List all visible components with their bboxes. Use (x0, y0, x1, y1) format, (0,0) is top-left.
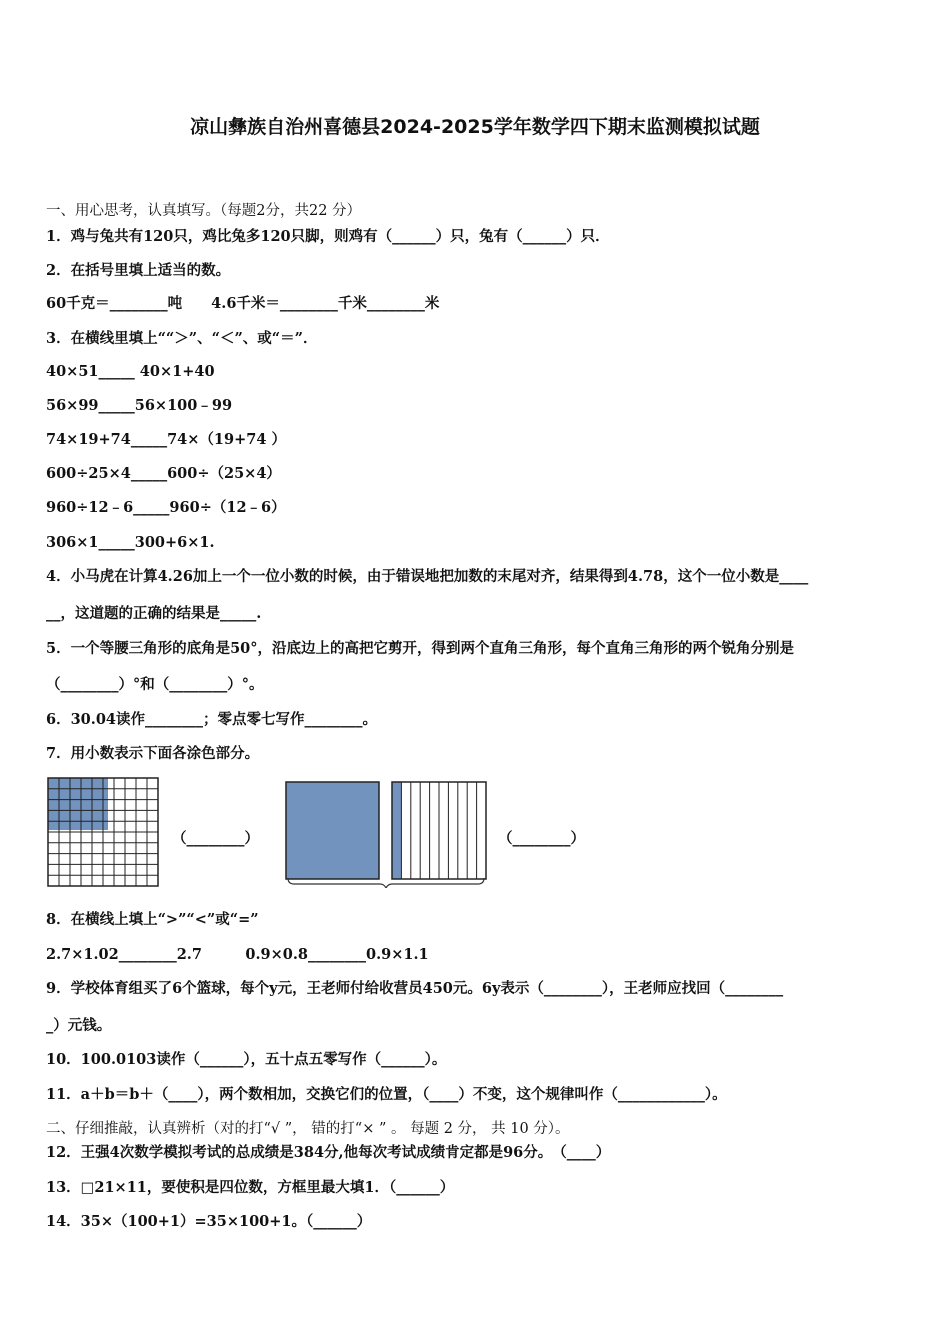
question-12: 12．王强4次数学模拟考试的总成绩是384分,他每次考试成绩肯定都是96分。 （____） (46, 1144, 611, 1161)
question-8: 8．在横线上填上“>”“<”或“=” (46, 911, 259, 928)
question-3-item: 40×51_____ 40×1+40 (46, 363, 215, 380)
strip-shaded-portion (392, 782, 401, 879)
grid-shaded-region (48, 778, 108, 830)
question-1: 1．鸡与兔共有120只，鸡比兔多120只脚，则鸡有（______）只，兔有（______）只． (46, 228, 610, 245)
section-2-heading: 二、仔细推敲，认真辨析（对的打“√ ”， 错的打“× ” 。 每题 2 分， 共 10 分）。 (46, 1121, 570, 1137)
question-2: 2．在括号里填上适当的数。 (46, 262, 231, 279)
question-11: 11．a＋b＝b＋（____），两个数相加，交换它们的位置，（____）不变，这个规律叫作（____________）。 (46, 1086, 727, 1103)
section-1-heading: 一、用心思考，认真填写。（每题2分，共22 分） (46, 203, 362, 219)
question-3-item: 56×99_____56×100﹣99 (46, 397, 233, 414)
square-strips-figure (284, 778, 490, 888)
question-10: 10．100.0103读作（______），五十点五零写作（______）。 (46, 1051, 447, 1068)
question-9-line-2: _）元钱。 (46, 1017, 112, 1034)
question-4-line-1: 4．小马虎在计算4.26加上一个一位小数的时候，由于错误地把加数的末尾对齐，结果得到4.78，这个一位小数是____ (46, 568, 809, 585)
question-7-answer-1: （________） (172, 830, 259, 847)
question-3: 3．在横线里填上““＞”、“＜”、或“＝”． (46, 330, 318, 347)
question-3-item: 74×19+74_____74×（19+74 ） (46, 431, 286, 448)
question-2-blanks: 60千克＝________吨 4.6千米＝________千米________米 (46, 295, 440, 312)
question-7: 7．用小数表示下面各涂色部分。 (46, 745, 260, 762)
question-4-line-2: __，这道题的正确的结果是_____. (46, 605, 262, 622)
question-6: 6．30.04读作________；零点零七写作________。 (46, 711, 377, 728)
question-8-blanks: 2.7×1.02________2.7 0.9×0.8________0.9×1.1 (46, 946, 429, 963)
question-7-answer-2: （________） (498, 830, 585, 847)
question-3-item: 600÷25×4_____600÷（25×4） (46, 465, 281, 482)
question-3-item: 960÷12﹣6_____960÷（12﹣6） (46, 499, 286, 516)
question-5-line-2: （________）°和（________）°。 (46, 676, 264, 693)
question-13: 13．□21×11，要使积是四位数，方框里最大填1．（______） (46, 1179, 455, 1196)
question-5-line-1: 5．一个等腰三角形的底角是50°，沿底边上的高把它剪开，得到两个直角三角形，每个直角三角形的两个锐角分别是 (46, 640, 795, 657)
hundred-grid-figure (46, 776, 160, 888)
full-shaded-square (286, 782, 379, 879)
question-9-line-1: 9．学校体育组买了6个篮球，每个y元，王老师付给收营员450元。6y表示（________），王老师应找回（________ (46, 980, 784, 997)
question-3-item: 306×1_____300+6×1. (46, 534, 215, 551)
page-title: 凉山彝族自治州喜德县2024-2025学年数学四下期末监测模拟试题 (190, 116, 760, 138)
question-14: 14．35×（100+1）=35×100+1。（______） (46, 1213, 372, 1230)
